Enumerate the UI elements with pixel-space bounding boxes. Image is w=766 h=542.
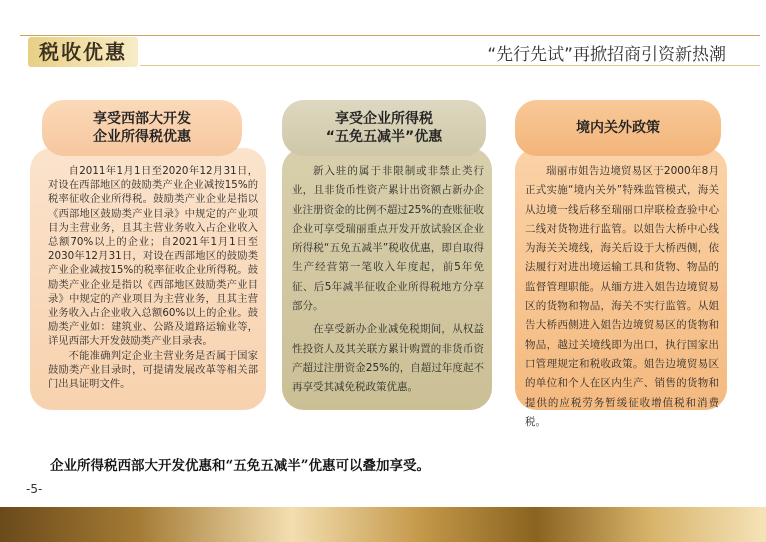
card-title <box>515 100 721 156</box>
footnote: 企业所得税西部大开发优惠和“五免五减半”优惠可以叠加享受。 <box>50 458 431 474</box>
card-paragraph: 新入驻的属于非限制或非禁止类行业，且非货币性资产累计出资额占新办企业注册资金的比例不超过25%的查账征收企业可享受瑞丽重点开发开放试验区企业所得税“五免五减半”税收优惠，即自取得生产经营第一笔收入年度起，前5年免征、后5年减半征收企业所得税地方分享部分。 <box>292 165 484 313</box>
card-paragraph: 不能准确判定企业主营业务是否属于国家鼓励类产业目录时，可提请发展改革等相关部门出具证明文件。 <box>48 349 258 391</box>
card-western-development <box>26 100 258 406</box>
section-title: 税收优惠 <box>28 37 138 67</box>
card-title <box>42 100 242 156</box>
card-body <box>282 148 492 410</box>
card-title <box>282 100 486 156</box>
card-body <box>515 148 727 428</box>
header-subrule <box>140 65 760 66</box>
card-title-line: 享受企业所得税 <box>335 111 433 127</box>
card-inside-border-outside-customs <box>515 100 729 428</box>
card-body <box>30 148 266 410</box>
card-five-exempt-five-halved <box>282 100 496 406</box>
card-title-line: 享受西部大开发 <box>93 111 191 127</box>
card-paragraph: 在享受新办企业减免税期间，从权益性投资人及其关联方累计购置的非货币资产超过注册资金25%的，自超过年度起不再享受其减免税政策优惠。 <box>292 323 484 394</box>
slogan: “先行先试”再掀招商引资新热潮 <box>487 45 726 65</box>
header-rule <box>20 35 760 36</box>
card-title-line: 企业所得税优惠 <box>93 129 191 145</box>
page-number: -5- <box>26 482 43 496</box>
card-title-line: 境内关外政策 <box>576 120 660 136</box>
card-paragraph: 自2011年1月1日至2020年12月31日，对设在西部地区的鼓励类产业企业减按15%的税率征收企业所得税。鼓励类产业企业是指以《西部地区鼓励类产业目录》中规定的产业项目为主营业务，且其主营业务收入占企业收入总额70%以上的企业；自2021年1月1日至2030年12月31日，对设在西部地区的鼓励类产业企业减按15%的税率征收企业所得税。鼓励类产业企业是指以《西部地区鼓励类产业目录》中规定的产业项目为主营业务，且其主营业务收入占企业收入总额60%以上的企业。鼓励类产业如：建筑业、公路及道路运输业等，详见西部大开发鼓励类产业目录表。 <box>48 165 258 348</box>
card-title-line: “五免五减半”优惠 <box>325 129 443 145</box>
decorative-gold-band <box>0 507 766 542</box>
card-paragraph: 瑞丽市姐告边境贸易区于2000年8月正式实施“境内关外”特殊监管模式，海关从边境一线后移至瑞丽口岸联检查验中心二线对货物进行监管。以姐告大桥中心线为海关关境线，海关后设于大桥西侧，依法履行对进出境运输工具和货物、物品的监督管理职能。从缅方进入姐告边境贸易区的货物和物品，海关不实行监管。从姐告大桥西侧进入姐告边境贸易区的货物和物品，越过关境线即为出口，执行国家出口管理规定和税收政策。姐告边境贸易区的单位和个人在区内生产、销售的货物和提供的应税劳务暂缓征收增值税和消费税。 <box>525 165 719 428</box>
